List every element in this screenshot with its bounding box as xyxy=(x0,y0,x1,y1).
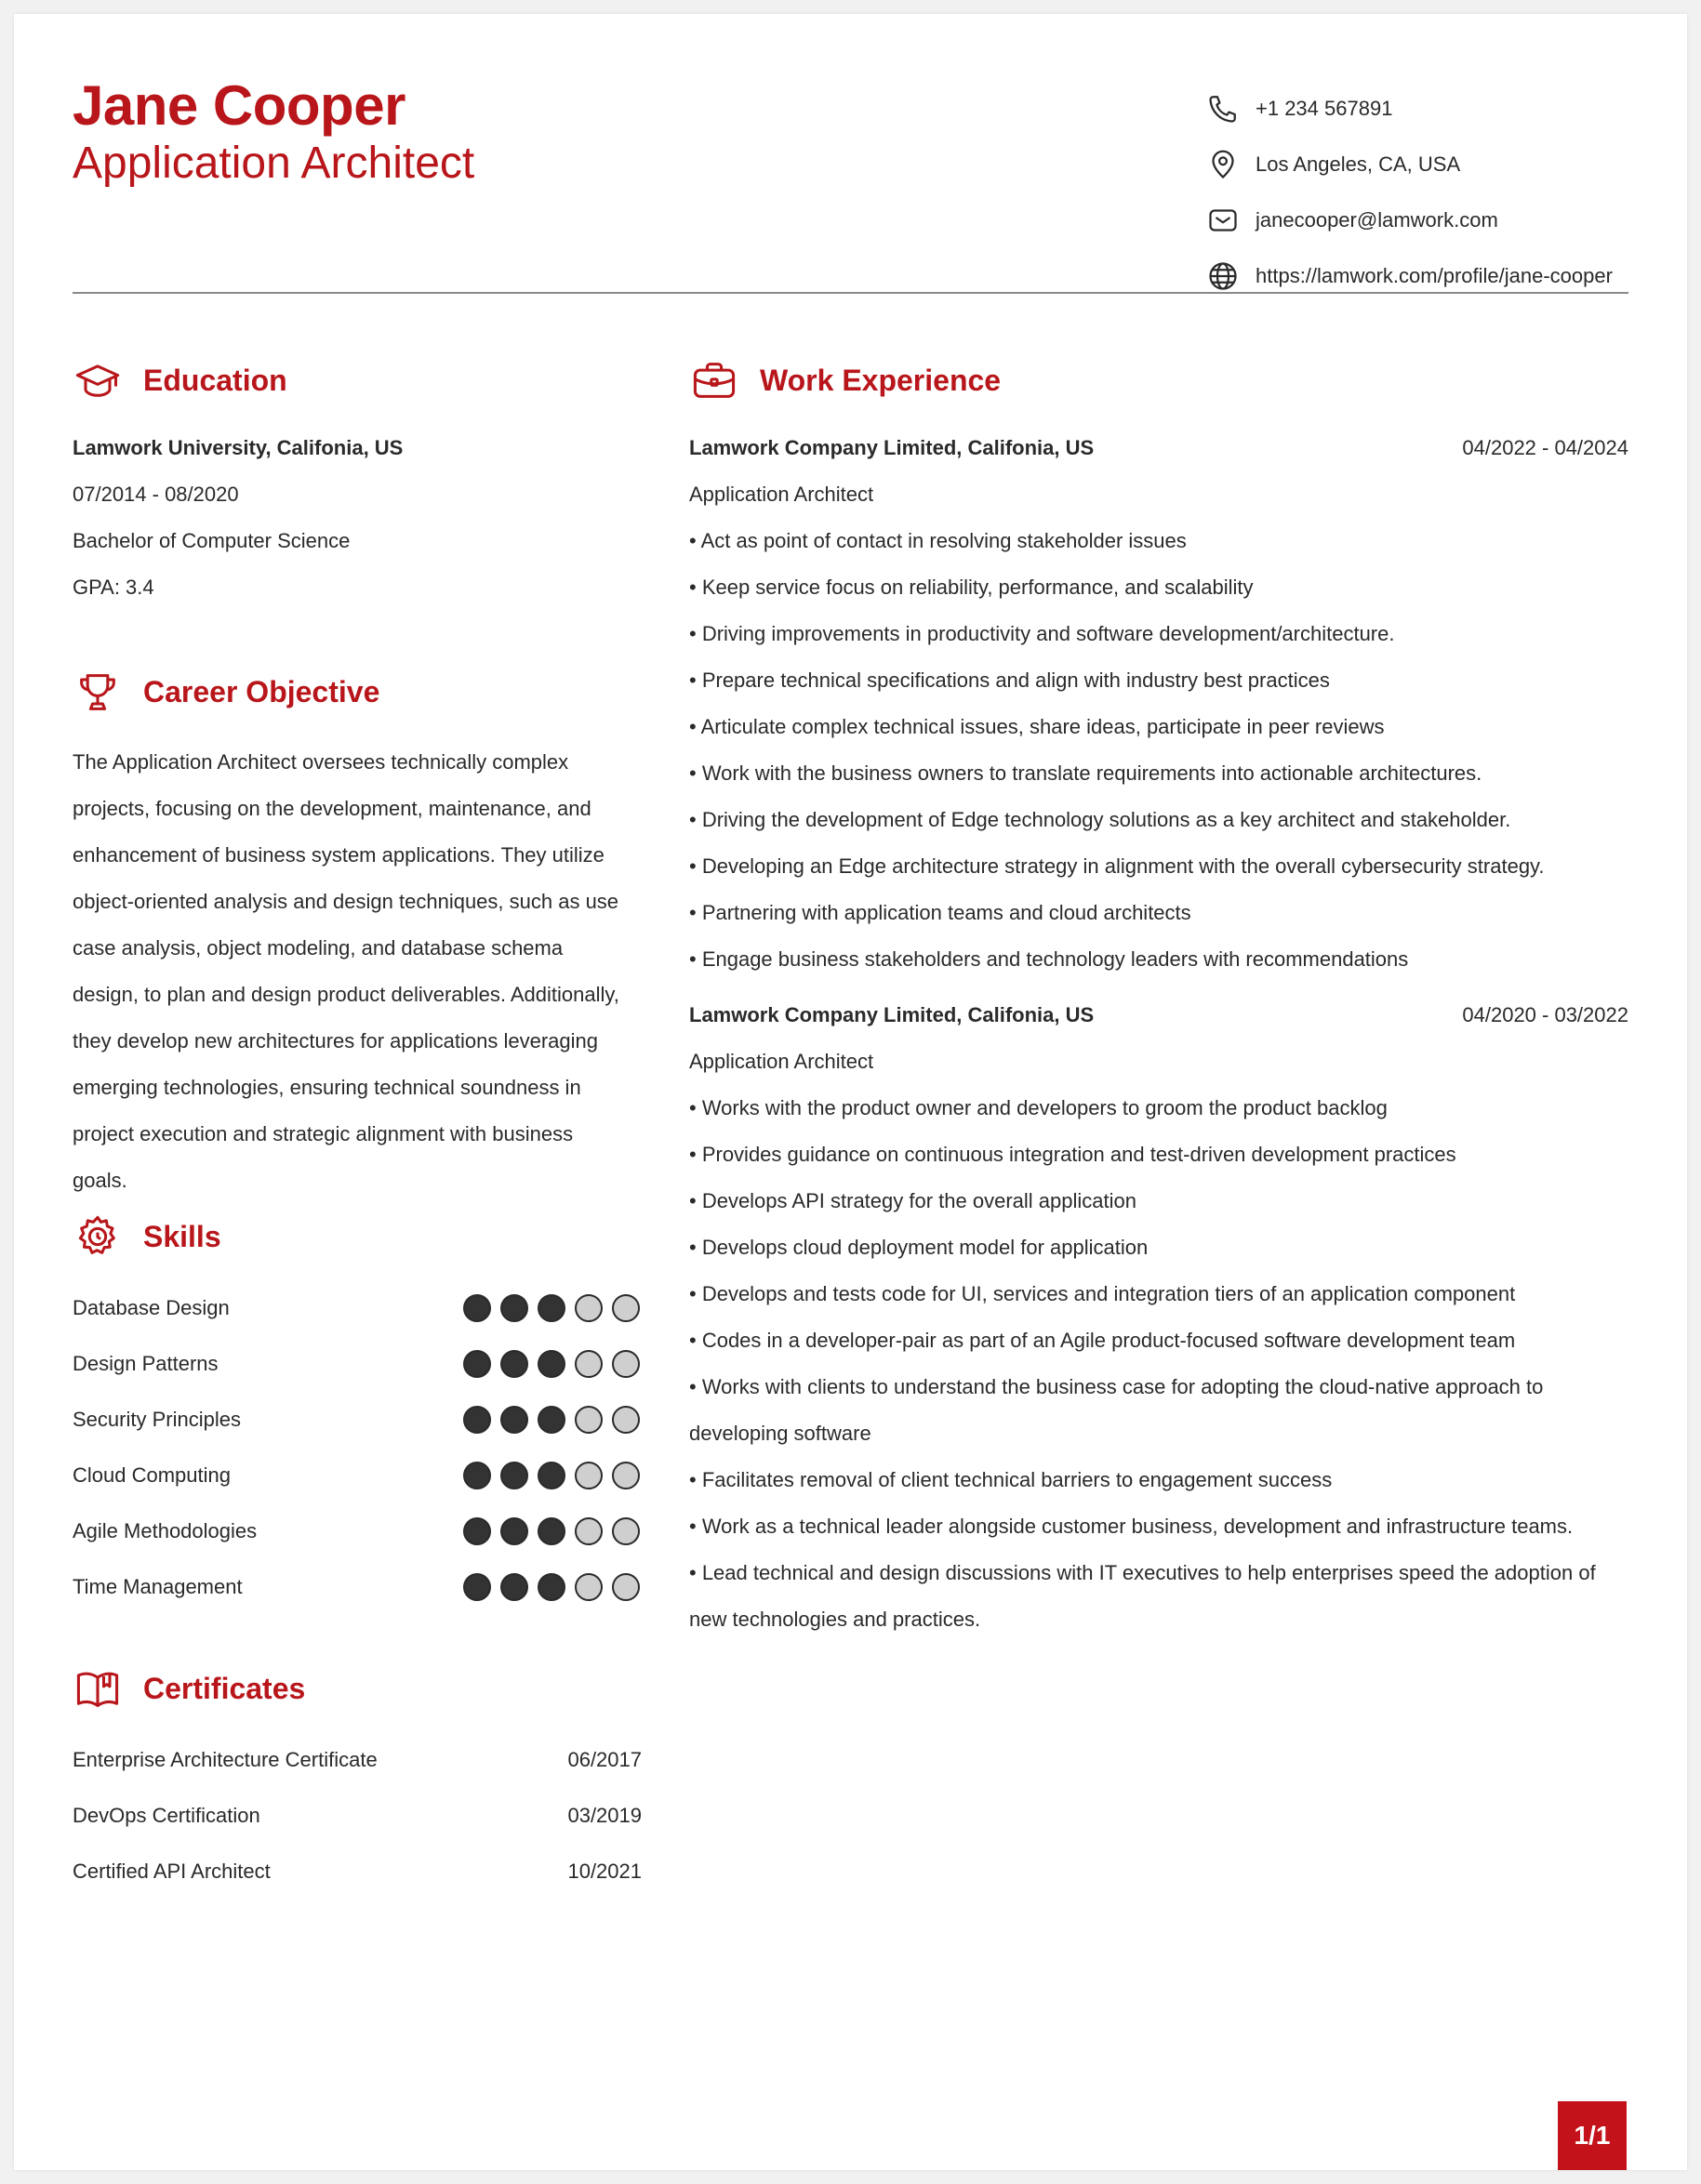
rating-dot-filled xyxy=(463,1350,491,1378)
certificates-heading xyxy=(73,1663,305,1714)
certificates-heading-text: Certificates xyxy=(143,1671,306,1705)
rating-dot-empty xyxy=(575,1294,603,1322)
work-heading xyxy=(689,355,1001,405)
education-dates: 07/2014 - 08/2020 xyxy=(73,483,239,506)
graduation-cap-icon xyxy=(73,355,123,405)
rating-dot-filled xyxy=(500,1462,528,1489)
contact-list xyxy=(1204,81,1651,304)
rating-dot-filled xyxy=(500,1406,528,1434)
rating-dot-filled xyxy=(500,1350,528,1378)
job-bullet: • Work with the business owners to translate requirements into actionable architectures. xyxy=(689,761,1482,785)
skill-name: Agile Methodologies xyxy=(73,1519,258,1542)
contact-phone-text[interactable]: +1 234 567891 xyxy=(1256,97,1393,120)
skills-heading-text: Skills xyxy=(143,1219,221,1253)
skills-heading xyxy=(73,1211,221,1262)
rating-dot-empty xyxy=(575,1350,603,1378)
globe-icon xyxy=(1204,258,1242,295)
contact-email xyxy=(1204,192,1651,248)
job-bullet: • Provides guidance on continuous integration and test-driven development practices xyxy=(689,1143,1456,1166)
contact-phone xyxy=(1204,81,1651,137)
job-bullet: • Articulate complex technical issues, share ideas, participate in peer reviews xyxy=(689,715,1385,738)
skill-rating xyxy=(463,1350,640,1378)
job-1-header xyxy=(689,425,1628,471)
certificate-row xyxy=(73,1844,642,1899)
rating-dot-empty xyxy=(575,1406,603,1434)
education-heading-text: Education xyxy=(143,363,287,397)
resume-page xyxy=(14,14,1687,2170)
skill-row xyxy=(73,1559,640,1615)
skill-name: Cloud Computing xyxy=(73,1463,231,1487)
contact-email-text[interactable]: janecooper@lamwork.com xyxy=(1256,208,1498,232)
certificate-name: DevOps Certification xyxy=(73,1804,260,1827)
rating-dot-filled xyxy=(463,1406,491,1434)
education-degree: Bachelor of Computer Science xyxy=(73,529,351,552)
skill-rating xyxy=(463,1462,640,1489)
job-2-header xyxy=(689,992,1628,1039)
skill-row xyxy=(73,1503,640,1559)
skill-row xyxy=(73,1448,640,1503)
certificate-row xyxy=(73,1788,642,1844)
mail-icon xyxy=(1204,202,1242,239)
rating-dot-filled xyxy=(463,1517,491,1545)
skill-row xyxy=(73,1336,640,1392)
job-1-company: Lamwork Company Limited, Califonia, US xyxy=(689,436,1095,459)
education-school: Lamwork University, Califonia, US xyxy=(73,436,404,459)
header-divider xyxy=(73,292,1628,294)
skill-rating xyxy=(463,1517,640,1545)
job-bullet: • Develops cloud deployment model for application xyxy=(689,1236,1149,1259)
skill-name: Security Principles xyxy=(73,1408,241,1431)
rating-dot-filled xyxy=(463,1462,491,1489)
contact-website-text[interactable]: https://lamwork.com/profile/jane-cooper xyxy=(1256,264,1613,287)
job-bullet: • Develops API strategy for the overall application xyxy=(689,1189,1136,1212)
rating-dot-empty xyxy=(612,1517,640,1545)
education-gpa: GPA: 3.4 xyxy=(73,576,154,599)
certificate-name: Enterprise Architecture Certificate xyxy=(73,1748,378,1771)
skill-name: Time Management xyxy=(73,1575,243,1598)
rating-dot-filled xyxy=(463,1573,491,1601)
certificate-name: Certified API Architect xyxy=(73,1860,271,1883)
skill-name: Design Patterns xyxy=(73,1352,219,1375)
contact-website xyxy=(1204,248,1651,304)
rating-dot-empty xyxy=(612,1573,640,1601)
job-bullet: • Prepare technical specifications and align with industry best practices xyxy=(689,668,1330,692)
job-bullet: • Act as point of contact in resolving stakeholder issues xyxy=(689,529,1187,552)
rating-dot-filled xyxy=(500,1517,528,1545)
rating-dot-empty xyxy=(612,1462,640,1489)
candidate-title: Application Architect xyxy=(73,139,475,188)
page-indicator: 1/1 xyxy=(1558,2101,1627,2170)
gear-icon xyxy=(73,1211,123,1262)
rating-dot-filled xyxy=(500,1573,528,1601)
job-2-role: Application Architect xyxy=(689,1050,874,1073)
location-pin-icon xyxy=(1204,146,1242,183)
job-bullet: • Works with the product owner and developers to groom the product backlog xyxy=(689,1096,1388,1119)
job-bullet: • Codes in a developer-pair as part of an Agile product-focused software development team xyxy=(689,1329,1516,1352)
job-1-dates: 04/2022 - 04/2024 xyxy=(1462,436,1628,459)
job-bullet: • Driving the development of Edge technology solutions as a key architect and stakeholder. xyxy=(689,808,1511,831)
certificate-date: 10/2021 xyxy=(567,1860,642,1883)
rating-dot-filled xyxy=(538,1350,565,1378)
skill-rating xyxy=(463,1406,640,1434)
job-bullet: • Keep service focus on reliability, performance, and scalability xyxy=(689,576,1254,599)
objective-heading xyxy=(73,667,379,717)
job-2-bullets xyxy=(689,1085,1628,1643)
job-bullet: • Works with clients to understand the business case for adopting the cloud-native approach to developing software xyxy=(689,1375,1544,1445)
job-bullet: • Partnering with application teams and cloud architects xyxy=(689,901,1191,924)
rating-dot-filled xyxy=(500,1294,528,1322)
skill-rating xyxy=(463,1294,640,1322)
rating-dot-empty xyxy=(575,1462,603,1489)
briefcase-icon xyxy=(689,355,739,405)
candidate-name: Jane Cooper xyxy=(73,74,405,137)
certificate-row xyxy=(73,1732,642,1788)
job-bullet: • Engage business stakeholders and technology leaders with recommendations xyxy=(689,947,1409,971)
job-2-dates: 04/2020 - 03/2022 xyxy=(1462,1003,1628,1026)
job-1-role: Application Architect xyxy=(689,483,874,506)
job-bullet: • Develops and tests code for UI, services and integration tiers of an application component xyxy=(689,1282,1516,1305)
job-bullet: • Developing an Edge architecture strategy in alignment with the overall cybersecurity strategy. xyxy=(689,854,1545,878)
rating-dot-filled xyxy=(538,1573,565,1601)
job-bullet: • Lead technical and design discussions with IT executives to help enterprises speed the adoption of new technologies and practices. xyxy=(689,1561,1596,1631)
skill-name: Database Design xyxy=(73,1296,230,1319)
job-1-bullets xyxy=(689,518,1628,983)
job-bullet: • Driving improvements in productivity and software development/architecture. xyxy=(689,622,1395,645)
certificate-date: 03/2019 xyxy=(567,1804,642,1827)
rating-dot-empty xyxy=(612,1406,640,1434)
rating-dot-empty xyxy=(575,1517,603,1545)
job-2-company: Lamwork Company Limited, Califonia, US xyxy=(689,1003,1095,1026)
rating-dot-empty xyxy=(612,1294,640,1322)
certificate-date: 06/2017 xyxy=(567,1748,642,1771)
rating-dot-filled xyxy=(538,1462,565,1489)
work-heading-text: Work Experience xyxy=(760,363,1002,397)
job-bullet: • Facilitates removal of client technical barriers to engagement success xyxy=(689,1468,1333,1491)
book-icon xyxy=(73,1663,123,1714)
contact-location xyxy=(1204,137,1651,192)
rating-dot-filled xyxy=(538,1406,565,1434)
objective-text: The Application Architect oversees technically complex projects, focusing on the development, maintenance, and enhancement of business system applications. They utilize object-oriented analysis and design techniques, such as use case analysis, object modeling, and database schema design, to plan and design product deliverables. Additionally, they develop new architectures for applications leveraging emerging technologies, ensuring technical soundness in project execution and strategic alignment with business goals. xyxy=(73,750,619,1192)
skill-rating xyxy=(463,1573,640,1601)
trophy-icon xyxy=(73,667,123,717)
rating-dot-filled xyxy=(538,1294,565,1322)
contact-location-text: Los Angeles, CA, USA xyxy=(1256,152,1461,176)
skill-row xyxy=(73,1392,640,1448)
rating-dot-filled xyxy=(463,1294,491,1322)
phone-icon xyxy=(1204,90,1242,127)
rating-dot-empty xyxy=(575,1573,603,1601)
job-bullet: • Work as a technical leader alongside customer business, development and infrastructure teams. xyxy=(689,1515,1574,1538)
rating-dot-empty xyxy=(612,1350,640,1378)
skill-row xyxy=(73,1280,640,1336)
rating-dot-filled xyxy=(538,1517,565,1545)
education-heading xyxy=(73,355,287,405)
objective-heading-text: Career Objective xyxy=(143,674,380,708)
